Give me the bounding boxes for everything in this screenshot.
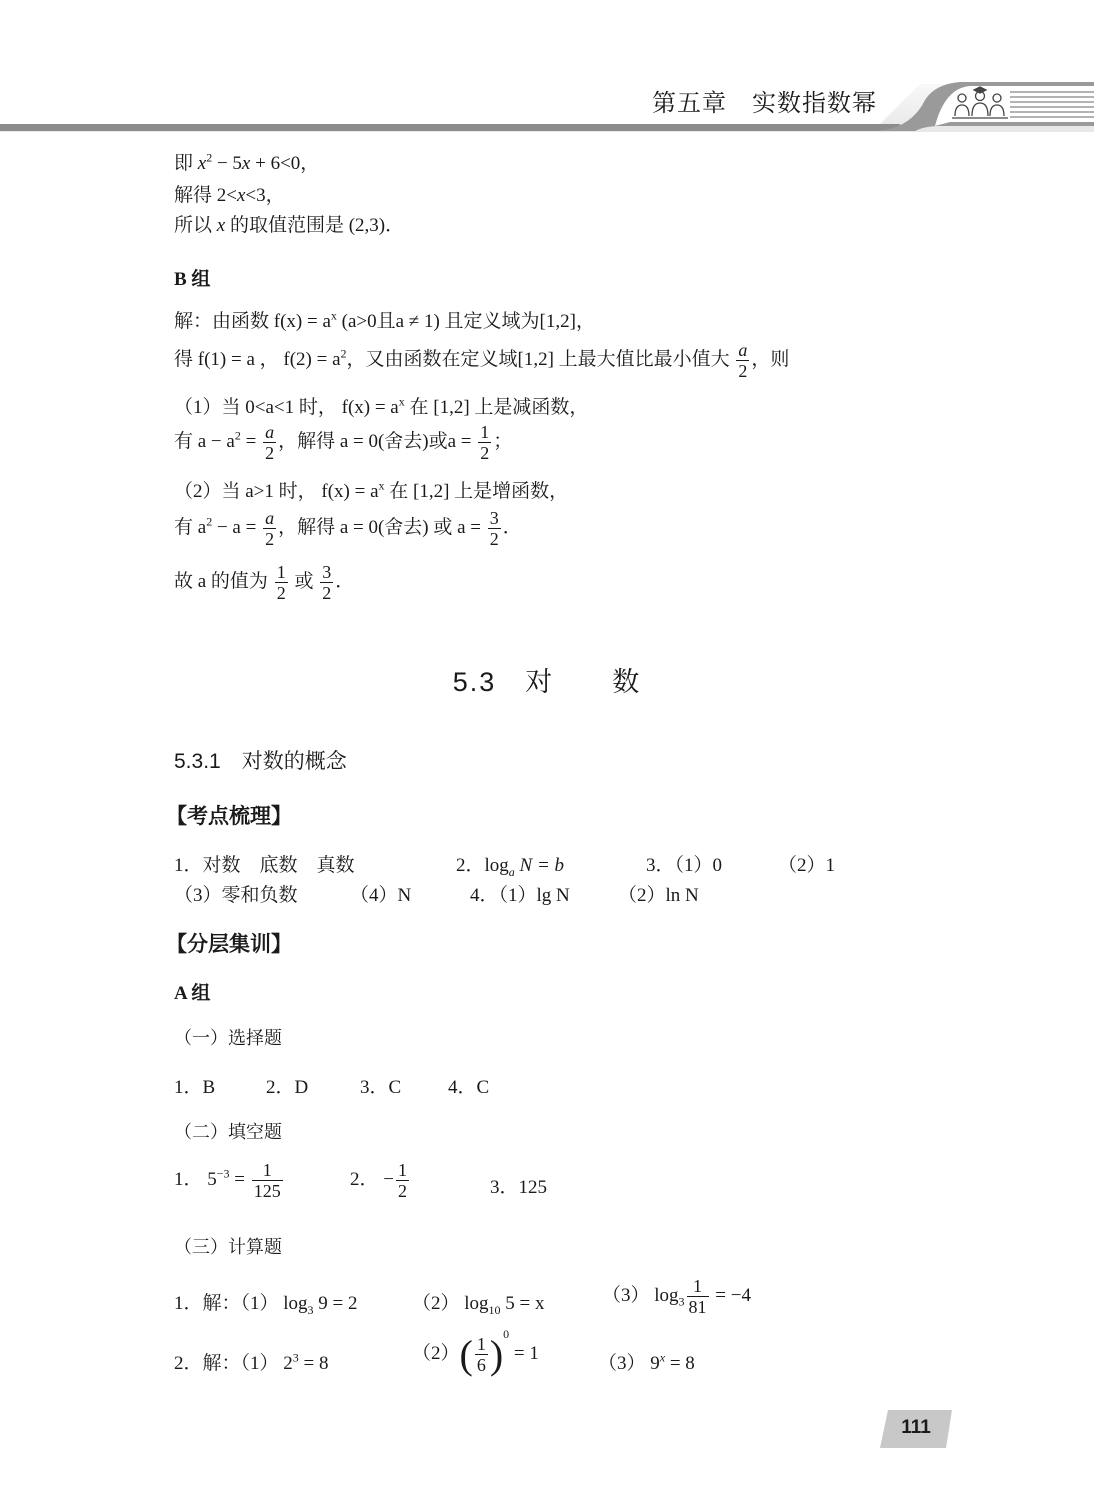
group-b-line-6: 有 $a^2 - a$ = $\frac{a}{2}$ ，解得 a = 0(舍去) 或 a = $\frac{3}{2}$ ． [174, 508, 522, 549]
fraction: $\frac{a}{2}$ [265, 508, 275, 549]
intro-line-3: 所以 x 的取值范围是 (2,3)． [174, 215, 405, 236]
chapter-title: 第五章 实数指数幂 [652, 90, 877, 117]
group-b-line-1: 解：由函数 $f(x) = a^x$ (a>0且a ≠ 1) 且定义域为[1,2]， [174, 308, 595, 332]
fenceng-heading: 【分层集训】 [166, 933, 292, 956]
header-band [0, 80, 1094, 132]
fraction: $\frac{a}{2}$ [265, 422, 275, 463]
group-b-title: B 组 [174, 269, 211, 290]
question-type-choice: （一）选择题 [174, 1028, 282, 1048]
group-b-line-2: 得 f(1) = a ， $f(2) = a^2$，又由函数在定义域[1,2] 上最大值比最小值大 $\frac{a}{2}$ ，则 [174, 340, 790, 381]
fraction: $\frac{a}{2}$ [738, 340, 748, 381]
question-type-fill: （二）填空题 [174, 1122, 282, 1142]
kaodian-heading: 【考点梳理】 [166, 805, 292, 828]
fraction: $\frac{3}{2}$ [322, 562, 332, 603]
section-title: 5.3 对 数 [452, 667, 642, 697]
question-type-calc: （三）计算题 [174, 1237, 282, 1257]
fraction: $\frac{3}{2}$ [489, 508, 499, 549]
intro-line-2: 解得 2<x<3， [174, 185, 285, 206]
group-b-line-7: 故 a 的值为 $\frac{1}{2}$ 或 $\frac{3}{2}$ ． [174, 562, 355, 603]
group-a-title: A 组 [174, 983, 211, 1004]
group-b-line-5: （2）当 a>1 时， $f(x) = a^x$ 在 [1,2] 上是增函数， [174, 478, 569, 502]
subsection-title: 5.3.1 对数的概念 [174, 750, 347, 773]
page-number: 111 [901, 1417, 931, 1438]
fraction: $\frac{1}{2}$ [276, 562, 286, 603]
group-b-line-3: （1）当 0<a<1 时， $f(x) = a^x$ 在 [1,2] 上是减函数， [174, 394, 589, 418]
group-b-line-4: 有 $a - a^2$ = $\frac{a}{2}$ ，解得 a = 0(舍去)或a = $\frac{1}{2}$ ； [174, 422, 513, 463]
fraction: $\frac{1}{2}$ [480, 422, 490, 463]
intro-line-1: 即 $x^2 - 5x + 6<0$， [174, 150, 320, 174]
